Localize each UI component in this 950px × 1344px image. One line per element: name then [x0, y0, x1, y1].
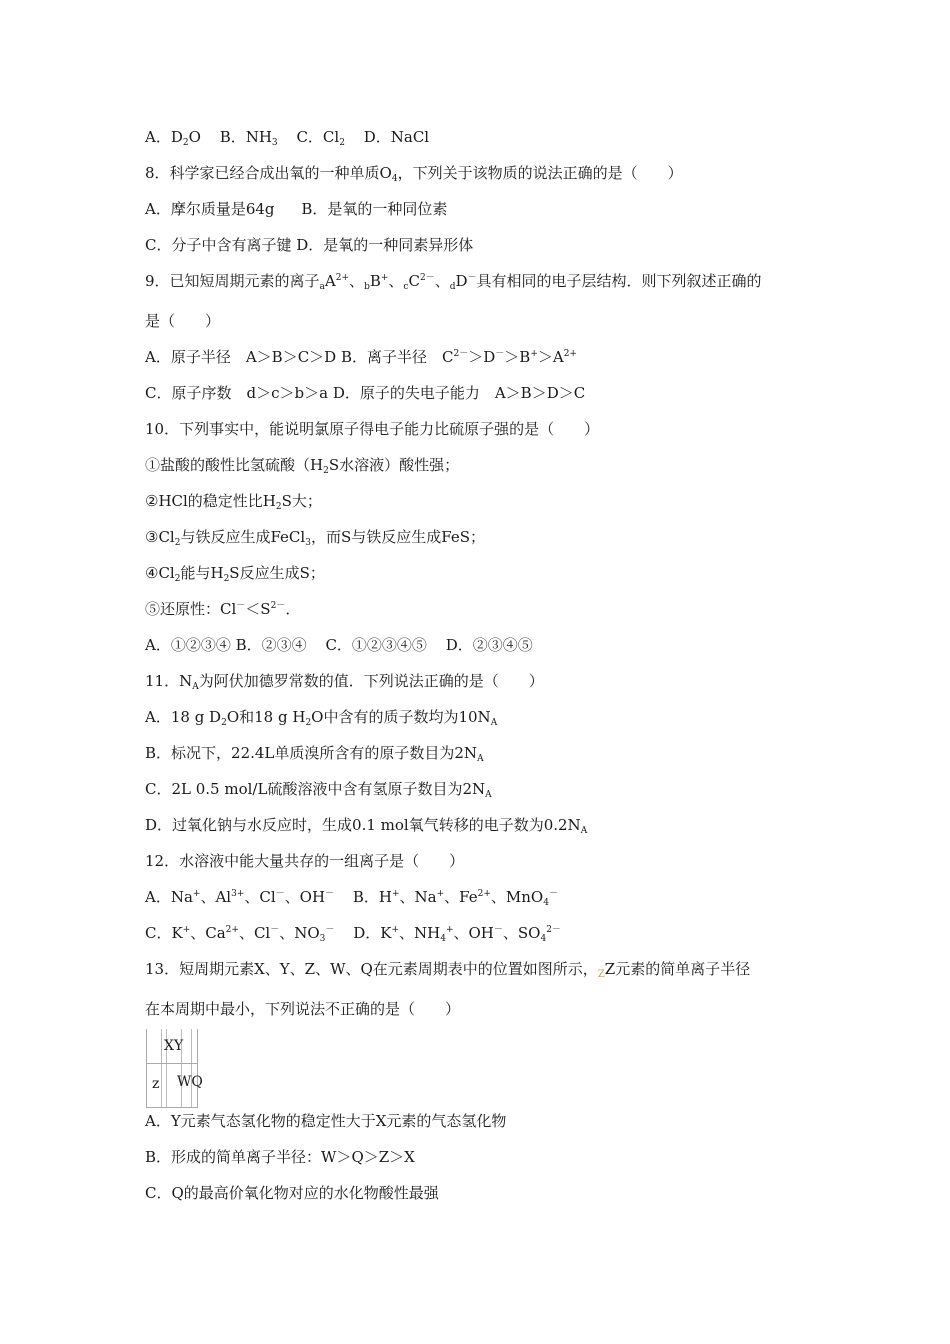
- q9-stem: 9．已知短周期元素的离子$_aA^{2+}$、$_b$B+、$_cC^{2-}$、$_d$D－具有相同的电子层结构．则下列叙述正确的: [145, 272, 762, 292]
- q8-option-b: B．是氧的一种同位素: [301, 200, 448, 218]
- q11-option-b: B．标况下，22.4L单质溴所含有的原子数目为$2N_A$: [145, 744, 484, 764]
- q13-option-b: B．形成的简单离子半径：W＞Q＞Z＞X: [145, 1148, 415, 1166]
- table-cell-wq: WQ: [177, 1074, 203, 1090]
- q7-option-c: C．$Cl_2$: [296, 128, 345, 148]
- q10-statement-1: ①盐酸的酸性比氢硫酸（$H_2S$水溶液）酸性强；: [145, 456, 460, 476]
- q10-options: [145, 635, 533, 655]
- q10-option-a: A．①②③④: [145, 636, 231, 654]
- q8-options-ab: [145, 199, 447, 219]
- q10-statement-5: ⑤还原性：$Cl^-<S^{2-}$．: [145, 600, 301, 618]
- q11-option-c: C．2L 0.5 mol/L硫酸溶液中含有氢原子数目为$2N_A$: [145, 780, 492, 800]
- q9-stem-cont: 是（ ）: [145, 312, 221, 330]
- edit-mark: Z: [597, 969, 605, 980]
- q12-options-ab: [145, 887, 558, 907]
- table-cell-z: z: [152, 1076, 160, 1092]
- q13-option-a: A．Y元素气态氢化物的稳定性大于X元素的气态氢化物: [145, 1112, 507, 1130]
- q9-option-b: B．离子半径 $C^{2-}>D^->B^+>A^{2+}$: [340, 348, 577, 366]
- q10-statement-3: $③Cl_2$与铁反应生成FeCl$_3$，而S与铁反应生成FeS；: [145, 528, 485, 548]
- q10-option-d: D．②③④⑤: [445, 636, 533, 654]
- q9-options-cd: [145, 383, 585, 403]
- q13-stem: 13．短周期元素X、Y、Z、W、Q在元素周期表中的位置如图所示，$_Z$Z元素的简单离子半径: [145, 960, 751, 980]
- q11-option-a: A．18 g $D_2O$和18 g $H_2O$中含有的质子数均为$10N_A$: [145, 708, 498, 728]
- q9-option-a: A．原子半径 A＞B＞C＞D: [145, 348, 337, 366]
- q10-statement-2: ②HCl的稳定性比$H_2S$大；: [145, 492, 322, 512]
- q12-option-b: B．H+、Na+、$Fe^{2+}$、MnO$_4$－: [352, 888, 558, 908]
- q8-option-a: A．摩尔质量是64g: [145, 200, 275, 218]
- q7-option-d: D．NaCl: [363, 128, 430, 146]
- q11-option-d: D．过氧化钠与水反应时，生成0.1 mol氧气转移的电子数为$0.2N_A$: [145, 816, 588, 836]
- q8-option-d: D．是氧的一种同素异形体: [296, 236, 474, 254]
- q8-stem: 8．科学家已经合成出氧的一种单质$O_4$，下列关于该物质的说法正确的是（ ）: [145, 164, 683, 184]
- q12-option-c: C．K+、$Ca^{2+}$、Cl－、$NO_3^-$: [145, 924, 335, 944]
- q7-option-a: A．$D_2O$: [145, 128, 201, 148]
- q9-option-c: C．原子序数 d＞c＞b＞a: [145, 384, 329, 402]
- q10-option-c: C．①②③④⑤: [325, 636, 427, 654]
- q12-options-cd: [145, 923, 561, 943]
- q12-option-a: A．Na+、$Al^{3+}$、Cl－、OH－: [145, 888, 335, 906]
- q13-option-c: C．Q的最高价氧化物对应的水化物酸性最强: [145, 1184, 439, 1202]
- q7-option-b: B．$NH_3$: [219, 128, 278, 148]
- q12-stem: 12．水溶液中能大量共存的一组离子是（ ）: [145, 852, 465, 870]
- q12-option-d: D．K+、$NH_4^+$、OH－、$SO_4^{2-}$: [353, 924, 561, 944]
- q7-options: [145, 127, 429, 147]
- q10-statement-4: $④Cl_2$能与$H_2S$反应生成S；: [145, 564, 325, 584]
- periodic-table-fragment: [146, 1029, 203, 1108]
- q9-option-d: D．原子的失电子能力 A＞B＞D＞C: [332, 384, 586, 402]
- table-cell-xy: XY: [164, 1038, 184, 1054]
- q13-stem-cont: 在本周期中最小，下列说法不正确的是（ ）: [145, 1000, 461, 1018]
- q11-stem: 11．$N_A$为阿伏加德罗常数的值．下列说法正确的是（ ）: [145, 672, 544, 692]
- q9-options-ab: [145, 347, 577, 367]
- q10-stem: 10．下列事实中，能说明氯原子得电子能力比硫原子强的是（ ）: [145, 420, 600, 438]
- q8-options-cd: [145, 235, 473, 255]
- q8-option-c: C．分子中含有离子键: [145, 236, 292, 254]
- q10-option-b: B．②③④: [235, 636, 307, 654]
